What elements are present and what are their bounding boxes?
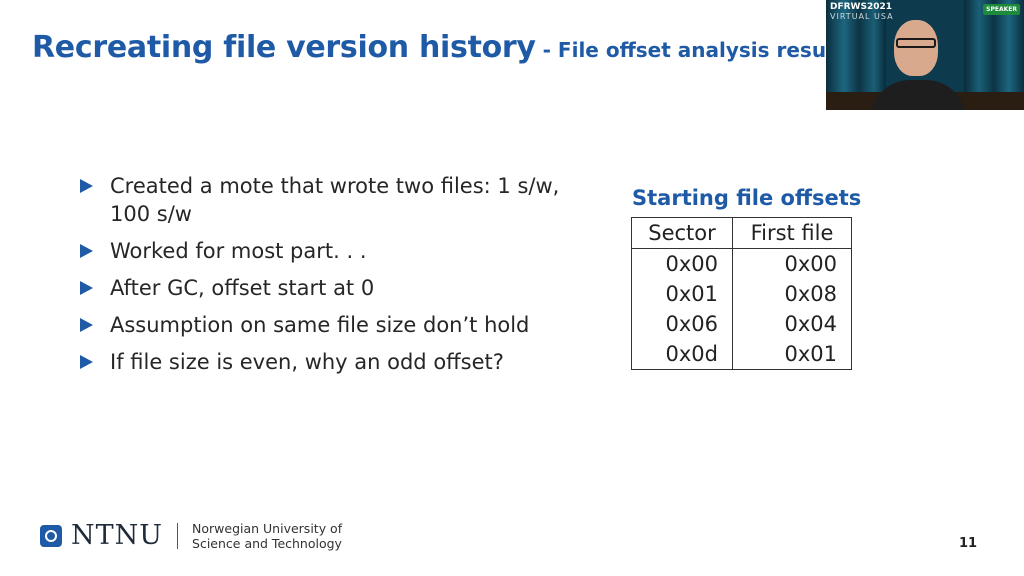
table-cell-first-file: 0x01 [733,339,852,370]
speaker-video-thumbnail[interactable] [826,0,1024,110]
bullet-text: After GC, offset start at 0 [110,276,375,300]
speaker-head [894,20,938,76]
page-number: 11 [959,536,978,551]
table-row [632,309,852,339]
table-cell-sector: 0x06 [632,309,733,339]
table-header-first-file: First file [733,218,852,249]
table-cell-first-file: 0x00 [733,249,852,280]
bullet-triangle-icon [80,318,93,332]
event-logo [830,2,894,22]
bullet-triangle-icon [80,355,93,369]
slide-title-sub: File offset analysis resu [557,38,827,62]
bullet-item [80,274,580,302]
table-cell-first-file: 0x08 [733,279,852,309]
table-row [632,279,852,309]
table-cell-sector: 0x00 [632,249,733,280]
bullet-item [80,311,580,339]
logo-divider [177,523,178,549]
bullet-text: Assumption on same file size don’t hold [110,313,530,337]
bullet-text: If file size is even, why an odd offset? [110,350,504,374]
speaker-badge: SPEAKER [983,4,1020,15]
bullet-triangle-icon [80,281,93,295]
bullet-triangle-icon [80,179,93,193]
bullet-item [80,237,580,265]
table-caption: Starting file offsets [632,186,862,210]
university-name [192,521,342,551]
slide-title-main: Recreating file version history [32,30,536,65]
table-row [632,339,852,370]
ntnu-logo-mark-icon [40,525,62,547]
bullet-item [80,348,580,376]
table-cell-sector: 0x0d [632,339,733,370]
event-logo-line2: VIRTUAL USA [830,12,894,21]
bullet-item [80,172,580,228]
speaker-glasses [896,38,936,48]
table-header-row [632,218,852,249]
bullet-list [80,172,580,385]
table-cell-sector: 0x01 [632,279,733,309]
event-logo-line1: DFRWS2021 [830,2,893,12]
ntnu-logo-text: NTNU [71,520,164,551]
table-cell-first-file: 0x04 [733,309,852,339]
slide-title-separator: - [535,38,558,62]
table-row [632,249,852,280]
university-name-line2: Science and Technology [192,535,342,551]
bullet-text: Worked for most part. . . [110,239,367,263]
university-name-line1: Norwegian University of [192,520,343,536]
table-header-sector: Sector [632,218,733,249]
slide-title [32,30,826,65]
offsets-table [631,217,852,370]
bullet-text: Created a mote that wrote two files: 1 s/w, 100 s/w [110,174,560,226]
ntnu-logo [40,520,342,551]
bullet-triangle-icon [80,244,93,258]
